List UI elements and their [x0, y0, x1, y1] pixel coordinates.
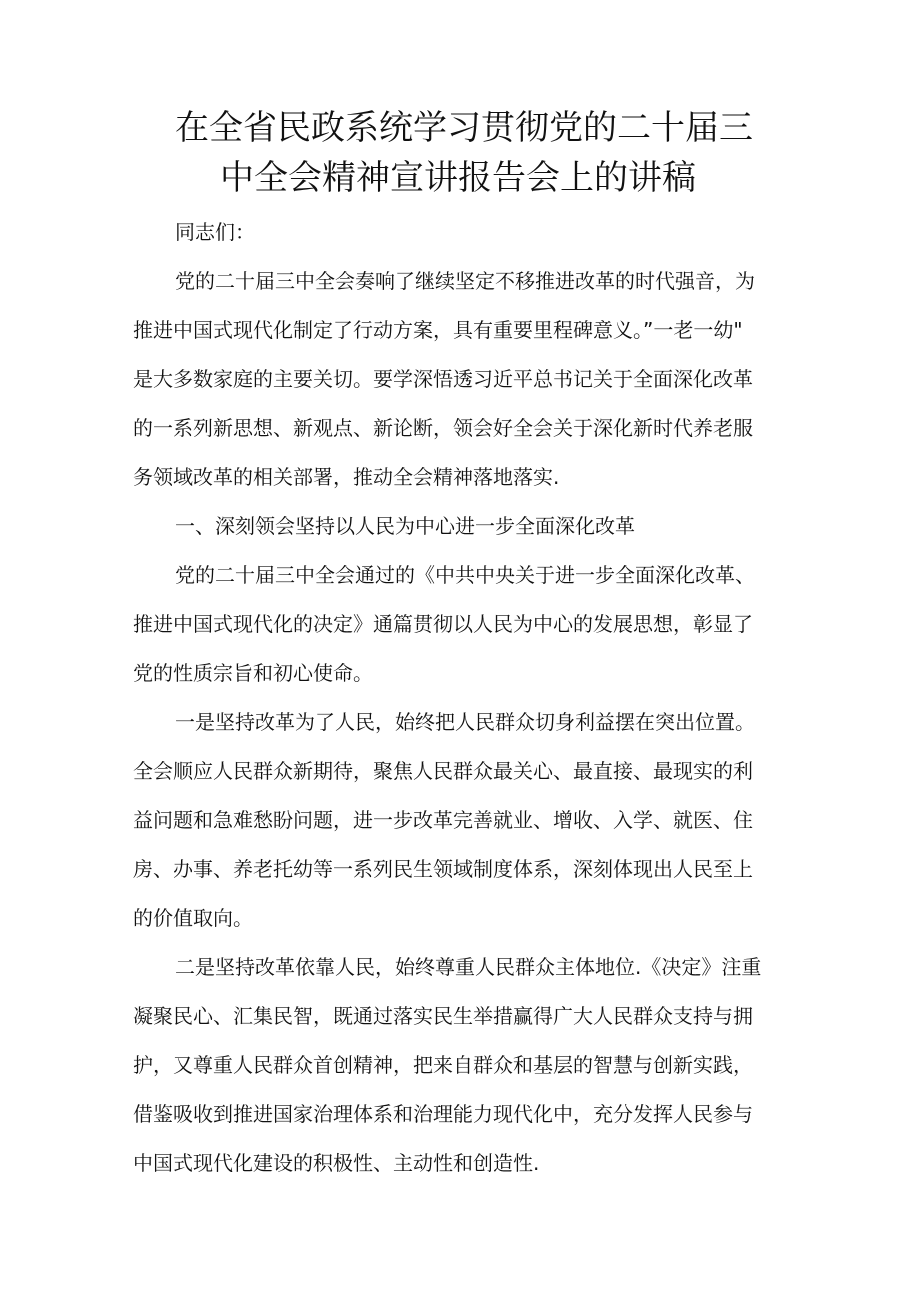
paragraph-line: 是大多数家庭的主要关切。要学深悟透习近平总书记关于全面深化改革 [133, 367, 753, 391]
paragraph-line: 推进中国式现代化的决定》通篇贯彻以人民为中心的发展思想，彰显了 [133, 612, 753, 636]
document-body [133, 208, 773, 1188]
paragraph-line: 推进中国式现代化制定了行动方案，具有重要里程碑意义。”一老一幼" [133, 318, 743, 342]
paragraph-line: 二是坚持改革依靠人民，始终尊重人民群众主体地位.《决定》注重 [175, 955, 762, 979]
document-title-line-2: 中全会精神宣讲报告会上的讲稿 [220, 158, 696, 198]
paragraph-line: 全会顺应人民群众新期待，聚焦人民群众最关心、最直接、最现实的利 [133, 759, 753, 783]
paragraph-line: 凝聚民心、汇集民智，既通过落实民生举措赢得广大人民群众支持与拥 [133, 1004, 753, 1028]
paragraph-line: 借鉴吸收到推进国家治理体系和治理能力现代化中，充分发挥人民参与 [133, 1102, 753, 1126]
paragraph-line: 一是坚持改革为了人民，始终把人民群众切身利益摆在突出位置。 [175, 710, 755, 734]
salutation: 同志们： [175, 220, 255, 244]
paragraph-line: 务领域改革的相关部署，推动全会精神落地落实. [133, 465, 560, 489]
paragraph-line: 的价值取向。 [133, 906, 253, 930]
paragraph-line: 党的二十届三中全会通过的《中共中央关于进一步全面深化改革、 [175, 563, 755, 587]
paragraph-line: 党的二十届三中全会奏响了继续坚定不移推进改革的时代强音，为 [175, 269, 755, 293]
paragraph-line: 房、办事、养老托幼等一系列民生领域制度体系，深刻体现出人民至上 [133, 857, 753, 881]
paragraph-line: 的一系列新思想、新观点、新论断，领会好全会关于深化新时代养老服 [133, 416, 753, 440]
paragraph-line: 中国式现代化建设的积极性、主动性和创造性. [133, 1151, 540, 1175]
section-heading: 一、深刻领会坚持以人民为中心进一步全面深化改革 [175, 514, 635, 538]
document-title-line-1: 在全省民政系统学习贯彻党的二十届三 [175, 108, 753, 148]
paragraph-line: 护，又尊重人民群众首创精神，把来自群众和基层的智慧与创新实践， [133, 1053, 753, 1077]
paragraph-line: 益问题和急难愁盼问题，进一步改革完善就业、增收、入学、就医、住 [133, 808, 753, 832]
paragraph-line: 党的性质宗旨和初心使命。 [133, 661, 373, 685]
